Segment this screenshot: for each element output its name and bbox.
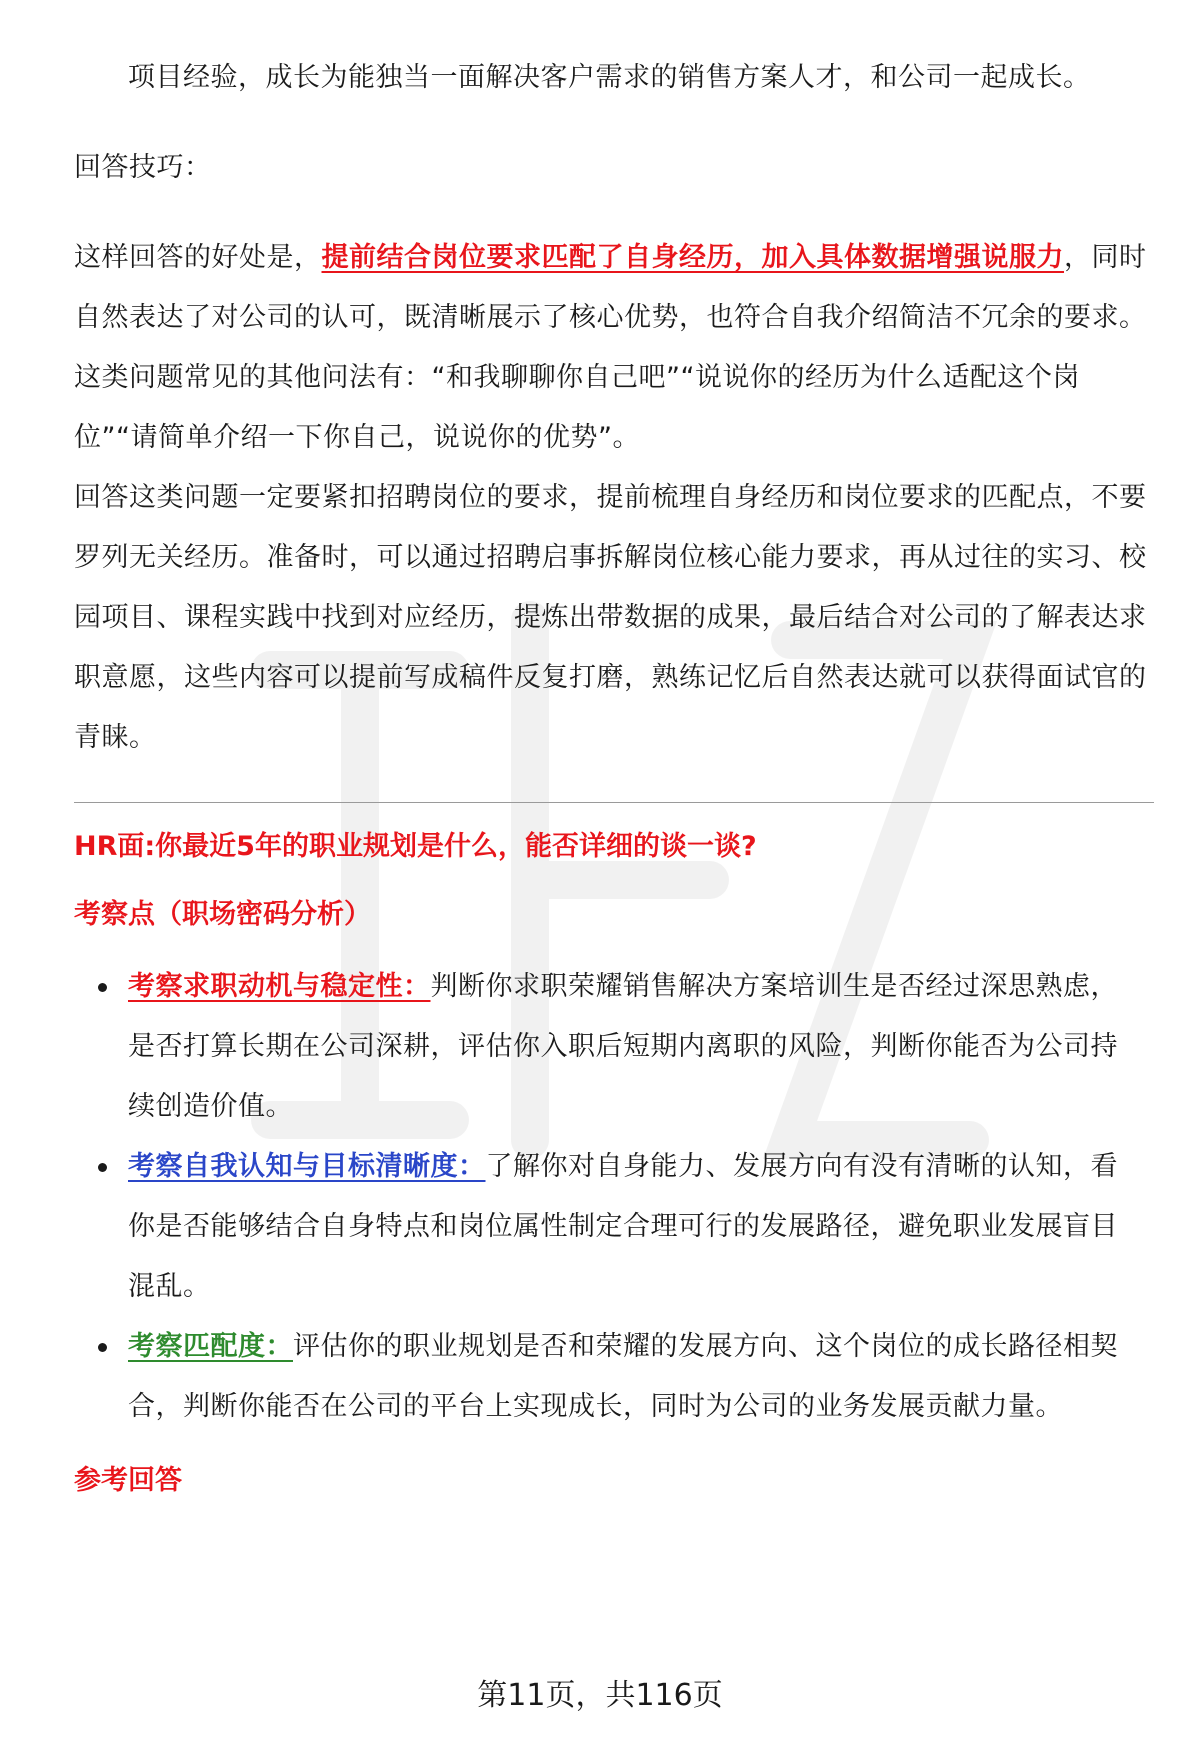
point-text: 了解你对自身能力、发展方向有没有清晰的认知，看你是否能够结合自身特点和岗位属性制定合理可行的发展路径，避免职业发展盲目混乱。 — [128, 1151, 1118, 1302]
list-item — [74, 1137, 1154, 1317]
answer-tips-label: 回答技巧： — [74, 152, 212, 183]
assessment-points-heading: 考察点（职场密码分析） — [74, 899, 371, 930]
list-item — [74, 957, 1154, 1137]
assessment-points-list — [74, 957, 1154, 1437]
tips-paragraph-1-suffix: ，同时自然表达了对公司的认可，既清晰展示了核心优势，也符合自我介绍简洁不冗余的要求。这类问题常见的其他问法有：“和我聊聊你自己吧”“说说你的经历为什么适配这个岗位”“请简单介绍一下你自己，说说你的优势”。 — [74, 242, 1147, 453]
point-text: 评估你的职业规划是否和荣耀的发展方向、这个岗位的成长路径相契合，判断你能否在公司的平台上实现成长，同时为公司的业务发展贡献力量。 — [128, 1331, 1118, 1422]
continuation-paragraph: 项目经验，成长为能独当一面解决客户需求的销售方案人才，和公司一起成长。 — [128, 62, 1091, 93]
bullet-icon — [98, 983, 107, 992]
point-title: 考察自我认知与目标清晰度： — [128, 1151, 486, 1182]
tips-paragraph-1 — [74, 228, 1154, 468]
question-heading: HR面:你最近5年的职业规划是什么，能否详细的谈一谈? — [74, 831, 757, 862]
page-number-footer: 第11页，共116页 — [477, 1678, 723, 1713]
point-title: 考察匹配度： — [128, 1331, 293, 1362]
bullet-icon — [98, 1343, 107, 1352]
list-item — [74, 1317, 1154, 1437]
tips-paragraph-1-prefix: 这样回答的好处是， — [74, 242, 322, 273]
point-title: 考察求职动机与稳定性： — [128, 971, 431, 1002]
section-divider — [74, 802, 1154, 803]
reference-answer-heading: 参考回答 — [74, 1465, 182, 1496]
point-text: 判断你求职荣耀销售解决方案培训生是否经过深思熟虑，是否打算长期在公司深耕，评估你入职后短期内离职的风险，判断你能否为公司持续创造价值。 — [128, 971, 1118, 1122]
tips-highlight-text: 提前结合岗位要求匹配了自身经历，加入具体数据增强说服力 — [321, 242, 1064, 273]
tips-paragraph-2: 回答这类问题一定要紧扣招聘岗位的要求，提前梳理自身经历和岗位要求的匹配点，不要罗列无关经历。准备时，可以通过招聘启事拆解岗位核心能力要求，再从过往的实习、校园项目、课程实践中找到对应经历，提炼出带数据的成果，最后结合对公司的了解表达求职意愿，这些内容可以提前写成稿件反复打磨，熟练记忆后自然表达就可以获得面试官的青睐。 — [74, 482, 1147, 753]
document-page — [74, 48, 1154, 1501]
bullet-icon — [98, 1163, 107, 1172]
